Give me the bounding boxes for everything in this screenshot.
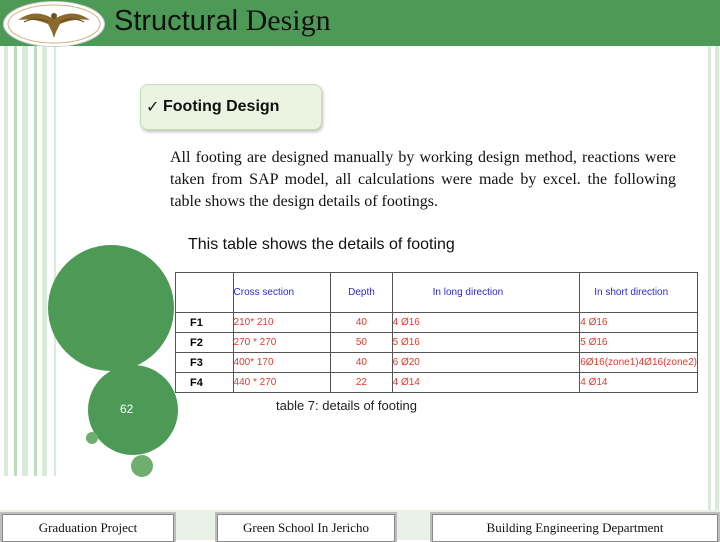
footer-center-label: Green School In Jericho xyxy=(243,520,369,535)
page-number: 62 xyxy=(120,402,134,416)
table-header-cell: Depth xyxy=(331,273,392,313)
table-cell-name: F1 xyxy=(176,313,234,333)
table-header-cell: Cross section xyxy=(233,273,331,313)
decor-stripe xyxy=(4,46,8,476)
table-cell: 5 Ø16 xyxy=(392,333,580,353)
eagle-emblem-logo xyxy=(3,1,105,47)
table-cell: 4 Ø16 xyxy=(580,313,698,333)
table-header-cell xyxy=(176,273,234,313)
table-row xyxy=(176,373,698,393)
table-cell: 50 xyxy=(331,333,392,353)
table-cell: 4 Ø14 xyxy=(580,373,698,393)
decor-stripe xyxy=(42,46,47,476)
page-title-word2: Design xyxy=(245,4,331,37)
table-heading: This table shows the details of footing xyxy=(188,236,455,253)
table-cell: 270 * 270 xyxy=(233,333,331,353)
table-cell: 440 * 270 xyxy=(233,373,331,393)
section-label: Footing Design xyxy=(163,98,280,115)
decor-stripe xyxy=(708,0,711,540)
checkmark-icon: ✓ xyxy=(146,97,160,116)
page-title xyxy=(114,4,331,38)
table-header-cell: In short direction xyxy=(580,273,698,313)
decor-stripe xyxy=(22,46,28,476)
table-row xyxy=(176,333,698,353)
decor-circle-large xyxy=(48,245,174,371)
decor-stripe xyxy=(54,46,56,476)
table-cell-name: F4 xyxy=(176,373,234,393)
table-cell: 400* 170 xyxy=(233,353,331,373)
footer-center xyxy=(217,514,395,542)
table-cell-name: F2 xyxy=(176,333,234,353)
body-paragraph: All footing are designed manually by working design method, reactions were taken from SAP model, all calculations were made by excel. the following table shows the design details of footings. xyxy=(170,149,676,210)
table-cell: 6Ø16(zone1)4Ø16(zone2) xyxy=(580,353,698,373)
table-cell: 5 Ø16 xyxy=(580,333,698,353)
table-cell: 4 Ø14 xyxy=(392,373,580,393)
footer-right-label: Building Engineering Department xyxy=(486,520,664,535)
footer-right xyxy=(432,514,718,542)
footer-left-label: Graduation Project xyxy=(38,520,138,535)
table-row xyxy=(176,353,698,373)
table-cell: 6 Ø20 xyxy=(392,353,580,373)
decor-circle-small xyxy=(86,432,98,444)
table-row xyxy=(176,313,698,333)
decor-stripe xyxy=(715,0,719,540)
table-caption: table 7: details of footing xyxy=(276,398,417,413)
decor-stripe xyxy=(34,46,37,476)
table-cell: 40 xyxy=(331,353,392,373)
table-cell: 22 xyxy=(331,373,392,393)
table-header-row xyxy=(176,273,698,313)
header-bar xyxy=(0,0,720,46)
footer-left xyxy=(2,514,174,542)
footing-table-image xyxy=(175,272,700,394)
table-cell: 40 xyxy=(331,313,392,333)
decor-circle-small xyxy=(131,455,153,477)
decor-stripe xyxy=(14,46,17,476)
table-header-cell: In long direction xyxy=(392,273,580,313)
table-cell: 4 Ø16 xyxy=(392,313,580,333)
page-title-word1: Structural xyxy=(114,5,239,37)
footing-table xyxy=(175,272,698,393)
table-cell-name: F3 xyxy=(176,353,234,373)
table-cell: 210* 210 xyxy=(233,313,331,333)
